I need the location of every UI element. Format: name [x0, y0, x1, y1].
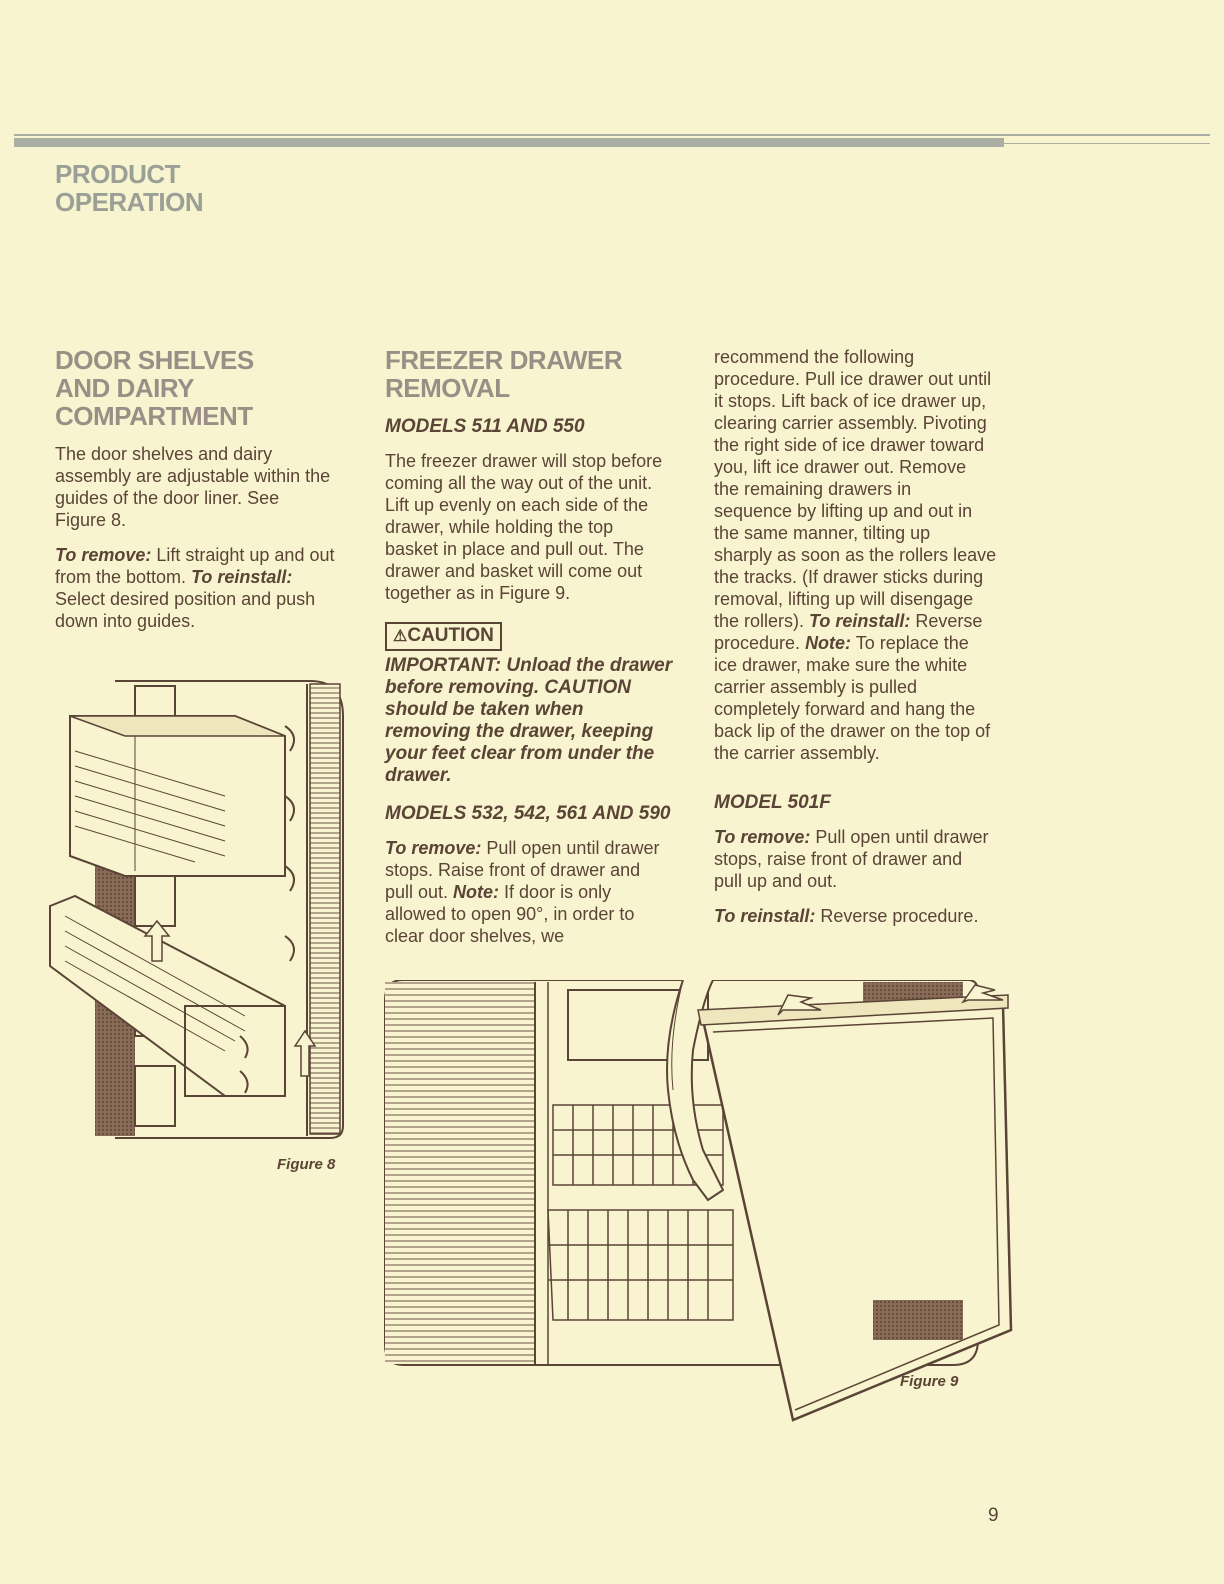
section-label-line2: OPERATION: [55, 187, 204, 217]
header-rule-thick: [14, 138, 1004, 147]
section-label-line1: PRODUCT: [55, 159, 181, 189]
page-number: 9: [988, 1505, 999, 1526]
figure-9-illustration: [383, 980, 1023, 1430]
ice-drawer-para: recommend the following procedure. Pull ice drawer out until it stops. Lift back of ice drawer up, clearing carrier assembly. Pivoting the right side of ice drawer toward you, lift ice drawer out. Remove the remaining drawers in sequence by lifting up and out in the same manner, tilting up sharply as soon as the rollers leave the tracks. (If drawer sticks during removal, lifting up will disengage the rollers). To reinstall: Reverse procedure. Note: To replace the ice drawer, make sure the white carrier assembly is pulled completely forward and hang the back lip of the drawer on the top of the carrier assembly.: [714, 347, 997, 763]
ice-drawer-section: [714, 346, 1024, 927]
models-532-590-heading: MODELS 532, 542, 561 AND 590: [385, 803, 671, 824]
freezer-drawer-section: [385, 346, 695, 947]
caution-badge: ⚠CAUTION: [385, 622, 502, 651]
section-label: [55, 160, 203, 216]
header-rule-thin: [14, 134, 1210, 136]
freezer-drawer-title: FREEZER DRAWER REMOVAL: [385, 345, 623, 403]
important-warning: IMPORTANT: Unload the drawer before removing. CAUTION should be taken when removing the drawer, keeping your feet clear from under the drawer.: [385, 655, 673, 786]
figure-8-illustration: [45, 676, 345, 1146]
door-shelves-title: DOOR SHELVES AND DAIRY COMPARTMENT: [55, 345, 254, 431]
door-shelves-para1: The door shelves and dairy assembly are adjustable within the guides of the door liner. See Figure 8.: [55, 444, 331, 530]
models-511-550-heading: MODELS 511 AND 550: [385, 416, 585, 437]
freezer-drawer-para2: To remove: Pull open until drawer stops. Raise front of drawer and pull out. Note: If door is only allowed to open 90°, in order to clear door shelves, we: [385, 838, 660, 946]
door-shelves-section: [55, 346, 355, 632]
model-501f-heading: MODEL 501F: [714, 792, 831, 813]
figure-9-caption: Figure 9: [900, 1373, 959, 1390]
freezer-drawer-para1: The freezer drawer will stop before coming all the way out of the unit. Lift up evenly on each side of the drawer, while holding the top basket in place and pull out. The drawer and basket will come out together as in Figure 9.: [385, 451, 663, 603]
warning-triangle-icon: ⚠: [393, 628, 408, 645]
figure-8-caption: Figure 8: [277, 1156, 336, 1173]
door-shelves-para2: To remove: Lift straight up and out from the bottom. To reinstall: Select desired position and push down into guides.: [55, 545, 335, 631]
model-501f-reinstall: To reinstall: Reverse procedure.: [714, 906, 979, 926]
header-rule-thin-right: [1004, 143, 1210, 144]
model-501f-remove: To remove: Pull open until drawer stops, raise front of drawer and pull up and out.: [714, 827, 989, 891]
